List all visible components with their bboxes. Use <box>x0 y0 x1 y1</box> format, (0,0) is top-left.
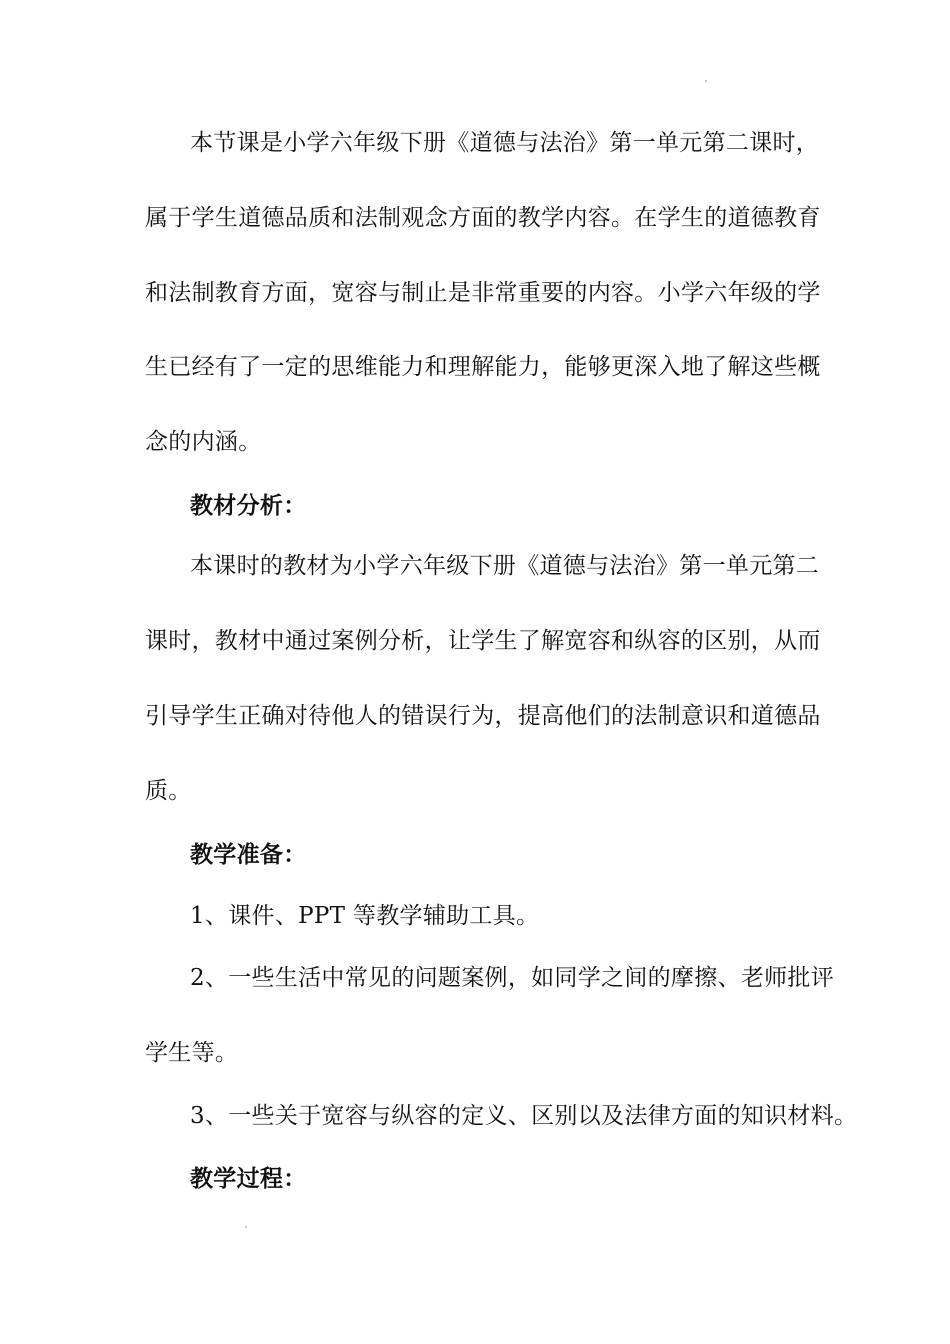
intro-paragraph-line-4: 生已经有了一定的思维能力和理解能力，能够更深入地了解这些概 <box>145 354 821 380</box>
prep-item-2-line-1: 2、一些生活中常见的问题案例，如同学之间的摩擦、老师批评 <box>190 965 835 991</box>
scan-speck <box>705 80 707 82</box>
analysis-paragraph-line-3: 引导学生正确对待他人的错误行为，提高他们的法制意识和道德品 <box>145 703 821 729</box>
analysis-paragraph-line-1: 本课时的教材为小学六年级下册《道德与法治》第一单元第二 <box>190 553 820 579</box>
heading-teaching-process: 教学过程： <box>190 1166 307 1192</box>
analysis-paragraph-line-4: 质。 <box>145 778 192 804</box>
heading-teaching-preparation: 教学准备： <box>190 842 307 868</box>
intro-paragraph-line-5: 念的内涵。 <box>145 429 262 455</box>
intro-paragraph-line-2: 属于学生道德品质和法制观念方面的教学内容。在学生的道德教育 <box>145 205 821 231</box>
analysis-paragraph-line-2: 课时，教材中通过案例分析，让学生了解宽容和纵容的区别，从而 <box>145 628 821 654</box>
scan-speck <box>245 1226 247 1228</box>
prep-item-1: 1、课件、PPT 等教学辅助工具。 <box>190 903 540 929</box>
prep-item-2-line-2: 学生等。 <box>145 1040 239 1066</box>
heading-textbook-analysis: 教材分析： <box>190 493 307 519</box>
intro-paragraph-line-3: 和法制教育方面，宽容与制止是非常重要的内容。小学六年级的学 <box>145 280 821 306</box>
prep-item-3: 3、一些关于宽容与纵容的定义、区别以及法律方面的知识材料。 <box>190 1103 858 1129</box>
intro-paragraph-line-1: 本节课是小学六年级下册《道德与法治》第一单元第二课时， <box>190 130 820 156</box>
